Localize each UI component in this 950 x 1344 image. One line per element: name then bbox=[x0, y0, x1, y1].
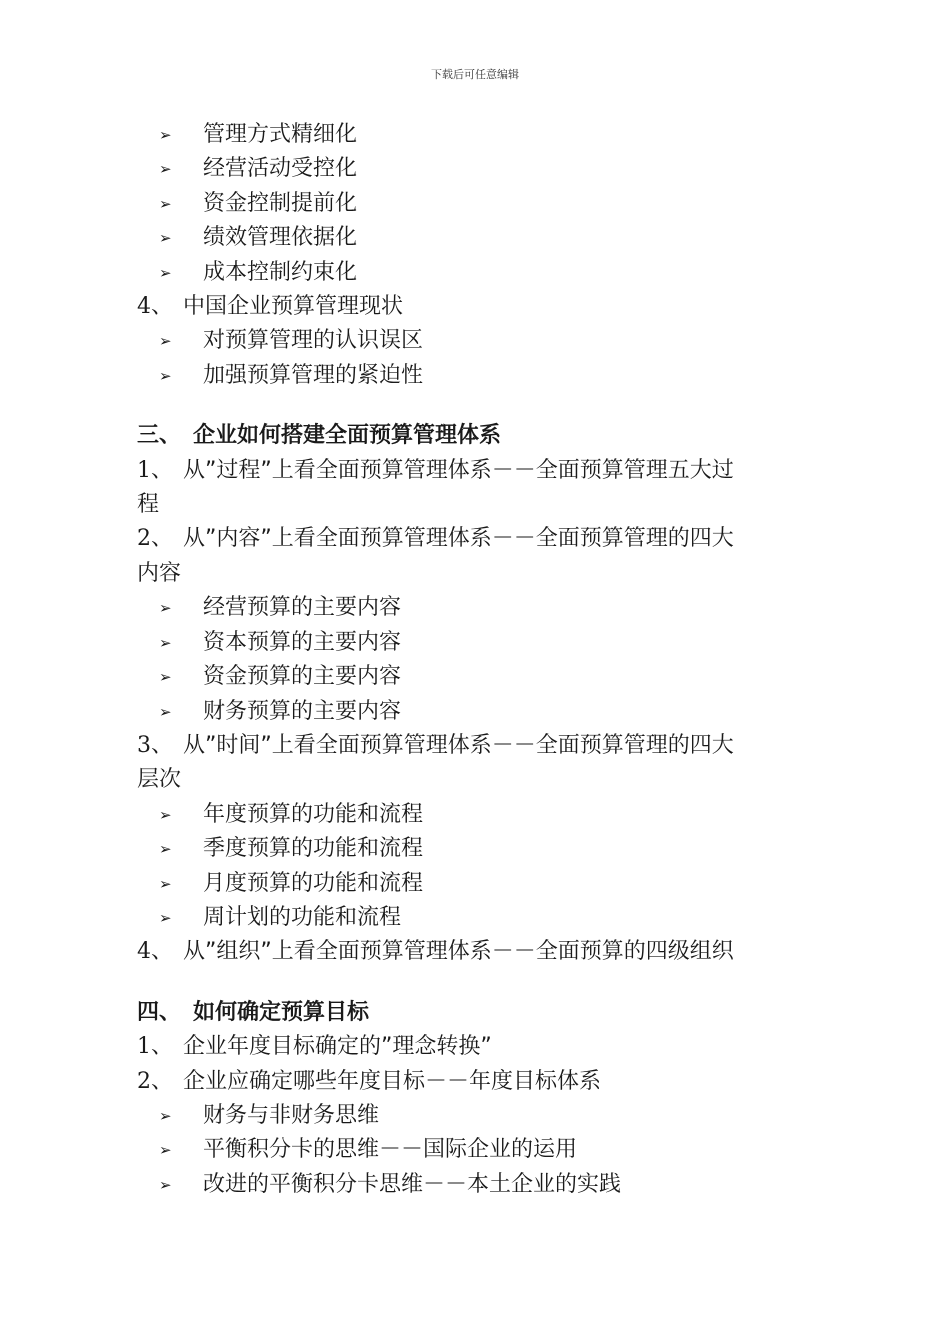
item-number: 4、 bbox=[137, 939, 173, 965]
list-item bbox=[137, 118, 787, 152]
list-item-text: 加强预算管理的紧迫性 bbox=[203, 362, 424, 388]
item-text: 企业应确定哪些年度目标－－年度目标体系 bbox=[183, 1068, 602, 1094]
arrow-bullet-icon: ➢ bbox=[159, 332, 172, 351]
item-text-continuation: 内容 bbox=[137, 560, 182, 586]
item-text: 从”内容”上看全面预算管理体系－－全面预算管理的四大 bbox=[183, 526, 734, 552]
list-item-text: 财务预算的主要内容 bbox=[203, 698, 402, 724]
list-item bbox=[137, 867, 787, 901]
list-item bbox=[137, 1133, 787, 1167]
document-body bbox=[137, 118, 787, 1202]
numbered-item bbox=[137, 522, 787, 556]
list-item-text: 资金控制提前化 bbox=[203, 190, 358, 216]
arrow-bullet-icon: ➢ bbox=[159, 366, 172, 385]
list-item-text: 管理方式精细化 bbox=[203, 122, 358, 147]
arrow-bullet-icon: ➢ bbox=[159, 702, 172, 721]
arrow-bullet-icon: ➢ bbox=[159, 908, 172, 927]
list-item-text: 经营预算的主要内容 bbox=[203, 595, 402, 621]
item-text: 中国企业预算管理现状 bbox=[183, 294, 404, 320]
list-item bbox=[137, 660, 787, 694]
item-number: 1、 bbox=[137, 1034, 173, 1060]
section-heading-3 bbox=[137, 419, 787, 453]
numbered-item bbox=[137, 454, 787, 488]
list-item bbox=[137, 626, 787, 660]
list-item bbox=[137, 1168, 787, 1202]
item-number: 4、 bbox=[137, 294, 173, 320]
arrow-bullet-icon: ➢ bbox=[159, 263, 172, 282]
item-text: 从”过程”上看全面预算管理体系－－全面预算管理五大过 bbox=[183, 457, 734, 483]
arrow-bullet-icon: ➢ bbox=[159, 668, 172, 687]
arrow-bullet-icon: ➢ bbox=[159, 874, 172, 893]
numbered-item bbox=[137, 1065, 787, 1099]
item-text-continuation: 程 bbox=[137, 492, 160, 518]
arrow-bullet-icon: ➢ bbox=[159, 194, 172, 213]
list-item bbox=[137, 256, 787, 290]
list-item-text: 季度预算的功能和流程 bbox=[203, 836, 424, 862]
item-text: 企业年度目标确定的”理念转换” bbox=[183, 1034, 492, 1060]
arrow-bullet-icon: ➢ bbox=[159, 1141, 172, 1160]
arrow-bullet-icon: ➢ bbox=[159, 840, 172, 859]
section-title: 如何确定预算目标 bbox=[193, 999, 370, 1025]
list-item bbox=[137, 1099, 787, 1133]
list-item bbox=[137, 187, 787, 221]
section-heading-4 bbox=[137, 996, 787, 1030]
arrow-bullet-icon: ➢ bbox=[159, 1175, 172, 1194]
arrow-bullet-icon: ➢ bbox=[159, 1106, 172, 1125]
numbered-item bbox=[137, 935, 787, 969]
list-item-text: 周计划的功能和流程 bbox=[203, 904, 402, 930]
arrow-bullet-icon: ➢ bbox=[159, 599, 172, 618]
list-item bbox=[137, 798, 787, 832]
list-item bbox=[137, 221, 787, 255]
page-header: 下载后可任意编辑 bbox=[431, 68, 519, 81]
numbered-item bbox=[137, 729, 787, 763]
list-item-text: 财务与非财务思维 bbox=[203, 1102, 380, 1128]
list-item bbox=[137, 832, 787, 866]
list-item-text: 资本预算的主要内容 bbox=[203, 629, 402, 655]
list-item bbox=[137, 359, 787, 393]
arrow-bullet-icon: ➢ bbox=[159, 633, 172, 652]
list-item-text: 成本控制约束化 bbox=[203, 259, 358, 285]
arrow-bullet-icon: ➢ bbox=[159, 229, 172, 248]
item-text: 从”时间”上看全面预算管理体系－－全面预算管理的四大 bbox=[183, 732, 734, 758]
item-text: 从”组织”上看全面预算管理体系－－全面预算的四级组织 bbox=[183, 939, 734, 965]
list-item bbox=[137, 152, 787, 186]
list-item bbox=[137, 591, 787, 625]
numbered-item bbox=[137, 1030, 787, 1064]
list-item bbox=[137, 324, 787, 358]
list-item-text: 对预算管理的认识误区 bbox=[203, 328, 424, 354]
arrow-bullet-icon: ➢ bbox=[159, 126, 172, 144]
list-item-text: 改进的平衡积分卡思维－－本土企业的实践 bbox=[203, 1171, 622, 1197]
numbered-item bbox=[137, 290, 787, 324]
list-item-text: 年度预算的功能和流程 bbox=[203, 801, 424, 827]
item-number: 2、 bbox=[137, 526, 173, 552]
section-number: 三、 bbox=[137, 423, 182, 449]
section-number: 四、 bbox=[137, 999, 182, 1025]
arrow-bullet-icon: ➢ bbox=[159, 805, 172, 824]
list-item-text: 平衡积分卡的思维－－国际企业的运用 bbox=[203, 1137, 578, 1163]
list-item-text: 经营活动受控化 bbox=[203, 156, 358, 182]
arrow-bullet-icon: ➢ bbox=[159, 160, 172, 179]
list-item bbox=[137, 901, 787, 935]
list-item-text: 月度预算的功能和流程 bbox=[203, 870, 424, 896]
section-title: 企业如何搭建全面预算管理体系 bbox=[193, 423, 502, 449]
item-text-continuation: 层次 bbox=[137, 767, 182, 793]
item-number: 2、 bbox=[137, 1068, 173, 1094]
item-number: 3、 bbox=[137, 732, 173, 758]
list-item-text: 资金预算的主要内容 bbox=[203, 664, 402, 690]
item-number: 1、 bbox=[137, 457, 173, 483]
list-item-text: 绩效管理依据化 bbox=[203, 225, 358, 251]
list-item bbox=[137, 695, 787, 729]
